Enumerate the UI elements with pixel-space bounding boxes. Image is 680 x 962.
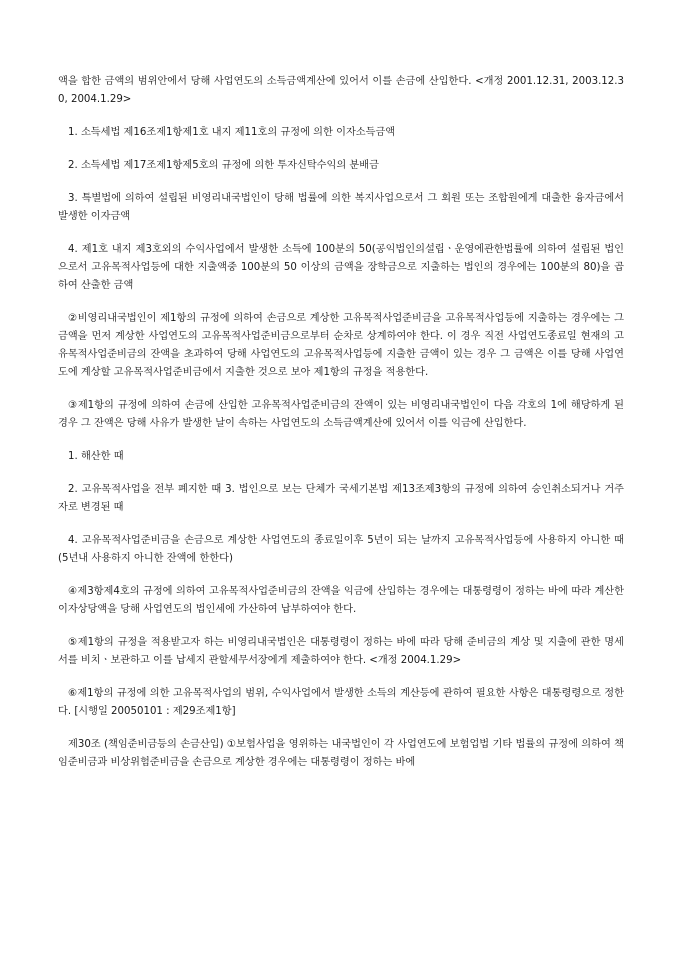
list-item: 1. 해산한 때 — [68, 451, 124, 462]
clause-paragraph: ⑤제1항의 규정을 적용받고자 하는 비영리내국법인은 대통령령이 정하는 바에 따라 당해 준비금의 계상 및 지출에 관한 명세서를 비치ㆍ보관하고 이를 납세지 관할세무서장에게 제출하여야 한다. <개정 2004.1.29> — [58, 637, 624, 666]
paragraph-continuation: 액을 합한 금액의 범위안에서 당해 사업연도의 소득금액계산에 있어서 이를 손금에 산입한다. <개정 2001.12.31, 2003.12.30, 2004.1.29> — [58, 76, 624, 105]
document-body — [58, 73, 624, 787]
list-item: 3. 특별법에 의하여 설립된 비영리내국법인이 당해 법률에 의한 복지사업으로서 그 회원 또는 조합원에게 대출한 융자금에서 발생한 이자금액 — [58, 193, 624, 222]
list-item: 2. 소득세법 제17조제1항제5호의 규정에 의한 투자신탁수익의 분배금 — [68, 160, 379, 171]
clause-paragraph: ④제3항제4호의 규정에 의하여 고유목적사업준비금의 잔액을 익금에 산입하는 경우에는 대통령령이 정하는 바에 따라 계산한 이자상당액을 당해 사업연도의 법인세에 가산하여 납부하여야 한다. — [58, 586, 624, 615]
clause-paragraph: ③제1항의 규정에 의하여 손금에 산입한 고유목적사업준비금의 잔액이 있는 비영리내국법인이 다음 각호의 1에 해당하게 된 경우 그 잔액은 당해 사유가 발생한 날이 속하는 사업연도의 소득금액계산에 있어서 이를 익금에 산입한다. — [58, 400, 624, 429]
clause-paragraph: ⑥제1항의 규정에 의한 고유목적사업의 범위, 수익사업에서 발생한 소득의 계산등에 관하여 필요한 사항은 대통령령으로 정한다. [시행일 20050101 : 제29조제1항] — [58, 688, 624, 717]
list-item: 4. 제1호 내지 제3호외의 수익사업에서 발생한 소득에 100분의 50(공익법인의설립ㆍ운영에관한법률에 의하여 설립된 법인으로서 고유목적사업등에 대한 지출액중 100분의 50 이상의 금액을 장학금으로 지출하는 법인의 경우에는 100분의 80)을 곱하여 산출한 금액 — [58, 244, 624, 291]
list-item: 4. 고유목적사업준비금을 손금으로 계상한 사업연도의 종료일이후 5년이 되는 날까지 고유목적사업등에 사용하지 아니한 때(5년내 사용하지 아니한 잔액에 한한다) — [58, 535, 624, 564]
list-item: 2. 고유목적사업을 전부 폐지한 때 3. 법인으로 보는 단체가 국세기본법 제13조제3항의 규정에 의하여 승인취소되거나 거주자로 변경된 때 — [58, 484, 624, 513]
list-item: 1. 소득세법 제16조제1항제1호 내지 제11호의 규정에 의한 이자소득금액 — [68, 127, 396, 138]
article-paragraph: 제30조 (책임준비금등의 손금산입) ①보험사업을 영위하는 내국법인이 각 사업연도에 보험업법 기타 법률의 규정에 의하여 책임준비금과 비상위험준비금을 손금으로 계상한 경우에는 대통령령이 정하는 바에 — [58, 739, 624, 768]
clause-paragraph: ②비영리내국법인이 제1항의 규정에 의하여 손금으로 계상한 고유목적사업준비금을 고유목적사업등에 지출하는 경우에는 그 금액을 먼저 계상한 사업연도의 고유목적사업준비금으로부터 순차로 상계하여야 한다. 이 경우 직전 사업연도종료일 현재의 고유목적사업준비금의 잔액을 초과하여 당해 사업연도의 고유목적사업등에 지출한 금액이 있는 경우 그 금액은 이를 당해 사업연도에 계상할 고유목적사업준비금에서 지출한 것으로 보아 제1항의 규정을 적용한다. — [58, 313, 624, 378]
